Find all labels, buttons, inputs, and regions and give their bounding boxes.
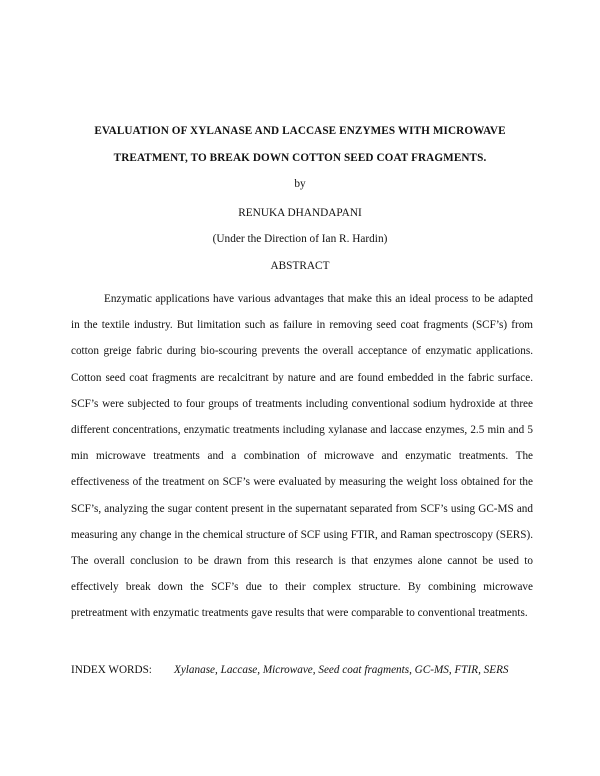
- author-name: RENUKA DHANDAPANI: [238, 207, 362, 219]
- by-line: by: [294, 178, 306, 190]
- direction-line: (Under the Direction of Ian R. Hardin): [212, 233, 388, 245]
- index-words-line: [71, 664, 509, 676]
- index-words-label: INDEX WORDS:: [71, 664, 152, 676]
- abstract-paragraph: Enzymatic applications have various advantages that make this an ideal process to be adapted in the textile industry. But limitation such as failure in removing seed coat fragments (SCF’s) from cotton greige fabric during bio-scouring prevents the overall acceptance of enzymatic applications. Cotton seed coat fragments are recalcitrant by nature and are found embedded in the fabric surface. SCF’s were subjected to four groups of treatments including conventional sodium hydroxide at three different concentrations, enzymatic treatments including xylanase and laccase enzymes, 2.5 min and 5 min microwave treatments and a combination of microwave and enzymatic treatments. The effectiveness of the treatment on SCF’s were evaluated by measuring the weight loss obtained for the SCF’s, analyzing the sugar content present in the supernatant separated from SCF’s using GC-MS and measuring any change in the chemical structure of SCF using FTIR, and Raman spectroscopy (SERS). The overall conclusion to be drawn from this research is that enzymes alone cannot be used to effectively break down the SCF’s due to their complex structure. By combining microwave pretreatment with enzymatic treatments gave results that were comparable to conventional treatments.: [71, 293, 533, 620]
- abstract-heading: ABSTRACT: [270, 260, 330, 272]
- index-words-list: Xylanase, Laccase, Microwave, Seed coat fragments, GC-MS, FTIR, SERS: [174, 664, 509, 676]
- title-line-1: EVALUATION OF XYLANASE AND LACCASE ENZYMES WITH MICROWAVE: [94, 125, 506, 137]
- title-line-2: TREATMENT, TO BREAK DOWN COTTON SEED COAT FRAGMENTS.: [113, 152, 487, 164]
- abstract-body: [71, 286, 533, 627]
